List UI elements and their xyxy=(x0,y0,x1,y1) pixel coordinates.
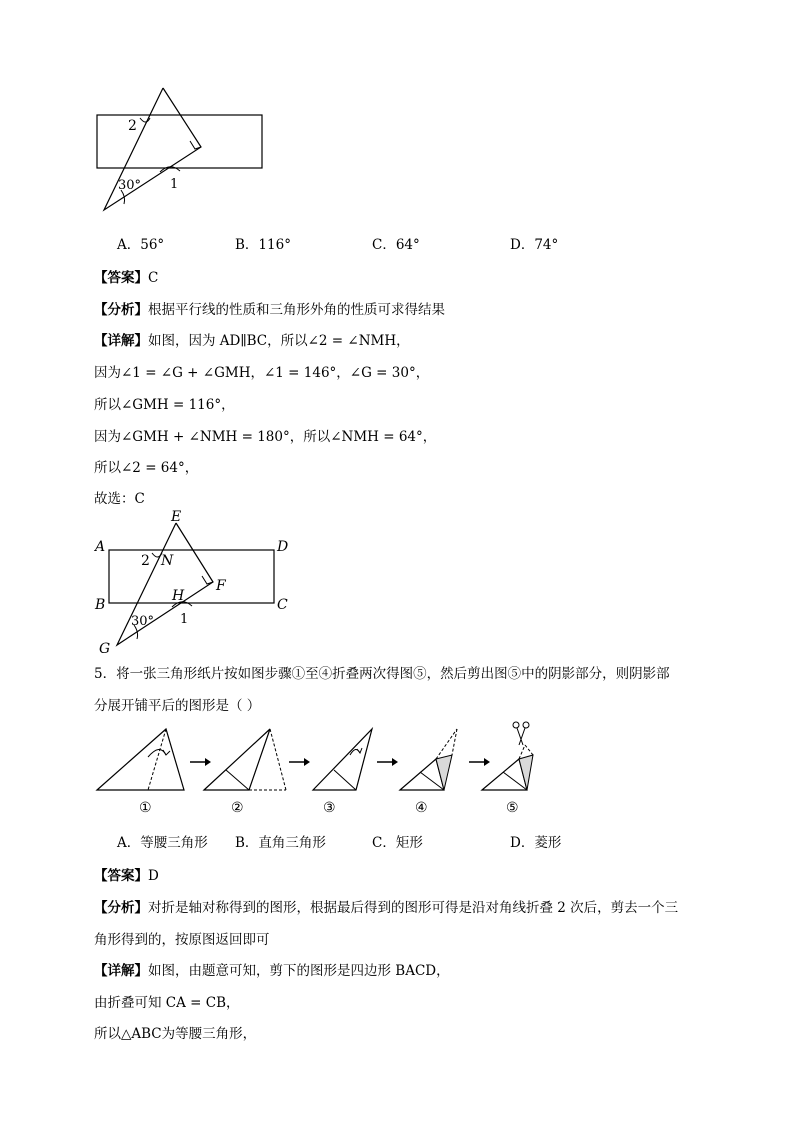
q4-step-2: 因为∠1 = ∠G + ∠GMH，∠1 = 146°，∠G = 30°， xyxy=(94,365,430,381)
label-e: E xyxy=(171,509,182,525)
q4-option-d: D．74° xyxy=(510,237,559,253)
q4-answer-line: 【答案】C xyxy=(94,270,159,286)
label-d: D xyxy=(277,539,289,555)
q5-step-3: 所以△ABC为等腰三角形， xyxy=(94,1026,257,1042)
label-angle-30: 30° xyxy=(118,178,142,193)
fold-step-2 xyxy=(204,729,286,790)
q5-option-c: C．矩形 xyxy=(372,835,423,851)
fold-step-1 xyxy=(97,729,184,790)
rectangle-strip xyxy=(97,115,262,168)
label-n: N xyxy=(161,553,174,569)
fold-step-3 xyxy=(313,729,372,790)
rectangle-abcd xyxy=(109,550,274,603)
q4-option-c: C．64° xyxy=(372,237,420,253)
q4-option-b: B．116° xyxy=(235,237,291,253)
label-angle-30: 30° xyxy=(131,614,155,629)
q5-detail-line: 【详解】如图，由题意可知，剪下的图形是四边形 BACD， xyxy=(94,963,450,979)
q5-step-2: 由折叠可知 CA = CB， xyxy=(94,995,240,1011)
label-a: A xyxy=(95,539,106,555)
q5-answer-line: 【答案】D xyxy=(94,868,159,884)
step-label-1: ① xyxy=(139,800,152,816)
label-angle-2: 2 xyxy=(128,118,137,134)
fold-step-4 xyxy=(400,729,457,790)
q4-detail-line: 【详解】如图，因为 AD∥BC，所以∠2 = ∠NMH， xyxy=(94,333,410,349)
q4-option-a: A．56° xyxy=(117,237,165,253)
q4-step-4: 因为∠GMH + ∠NMH = 180°，所以∠NMH = 64°， xyxy=(94,429,437,445)
step-label-2: ② xyxy=(231,800,244,816)
q5-option-b: B．直角三角形 xyxy=(235,835,326,851)
label-angle-1: 1 xyxy=(180,612,189,627)
label-h: H xyxy=(172,588,185,604)
label-g: G xyxy=(99,641,111,657)
label-c: C xyxy=(277,597,288,613)
q5-text-line-2: 分展开铺平后的图形是（ ） xyxy=(94,698,261,714)
label-f: F xyxy=(216,578,226,594)
q5-folding-figure xyxy=(0,715,794,825)
q5-option-d: D．菱形 xyxy=(510,835,562,851)
q4-step-6: 故选：C xyxy=(94,491,145,507)
q5-analysis-line-1: 【分析】对折是轴对称得到的图形，根据最后得到的图形可得是沿对角线折叠 2 次后，剪去一个三 xyxy=(94,900,679,916)
scissors-icon xyxy=(513,722,529,745)
label-angle-2: 2 xyxy=(141,553,150,569)
q5-option-a: A．等腰三角形 xyxy=(117,835,208,851)
label-b: B xyxy=(95,597,106,613)
q4-figure-2 xyxy=(0,505,794,655)
q5-text-line-1: 5．将一张三角形纸片按如图步骤①至④折叠两次得图⑤，然后剪出图⑤中的阴影部分，则阴影部 xyxy=(94,666,670,682)
q4-figure-1 xyxy=(0,0,794,230)
fold-step-5 xyxy=(482,745,533,790)
step-label-4: ④ xyxy=(415,800,428,816)
step-label-3: ③ xyxy=(323,800,336,816)
q5-analysis-line-2: 角形得到的，按原图返回即可 xyxy=(94,932,270,948)
q4-step-5: 所以∠2 = 64°， xyxy=(94,460,199,476)
step-label-5: ⑤ xyxy=(506,800,519,816)
q4-step-3: 所以∠GMH = 116°， xyxy=(94,397,235,413)
q4-analysis-line: 【分析】根据平行线的性质和三角形外角的性质可求得结果 xyxy=(94,302,445,318)
label-angle-1: 1 xyxy=(170,177,179,192)
